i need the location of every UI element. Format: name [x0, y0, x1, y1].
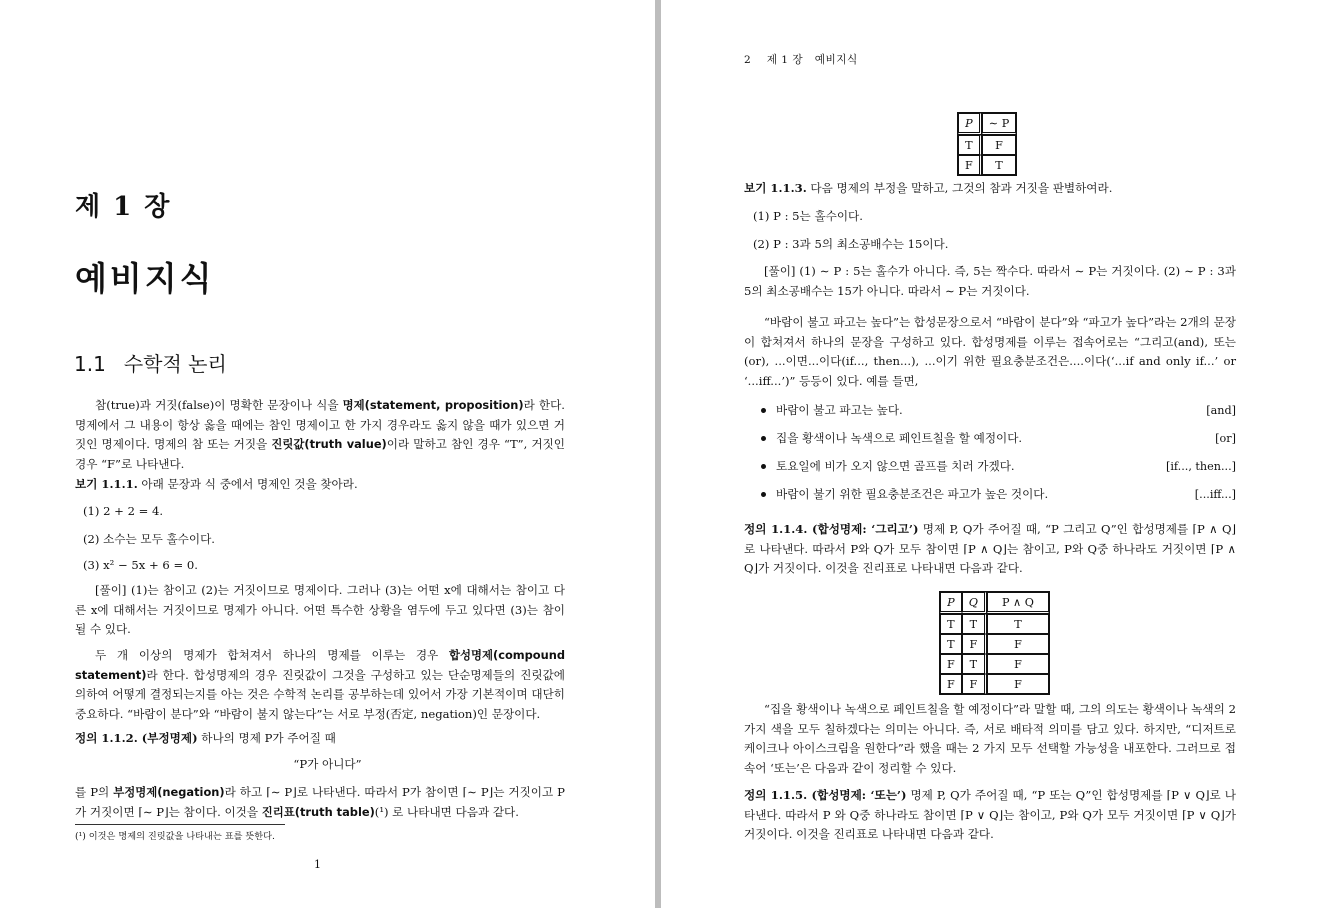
page-1 [0, 0, 655, 908]
page-2 [661, 0, 1321, 908]
chapter-title: 예비지식 [75, 259, 215, 298]
example-label: 보기 1.1.3. [744, 181, 807, 195]
text: 참(true)과 거짓(false)이 명확한 문장이나 식을 [95, 398, 343, 412]
footnote: (¹) 이것은 명제의 진릿값을 나타내는 표를 뜻한다. [75, 831, 275, 842]
table-header-cell: P [958, 113, 982, 135]
bullet-icon [761, 408, 766, 413]
term-truth-table: 진리표(truth table) [261, 804, 375, 819]
list-item: (2) 소수는 모두 홀수이다. [83, 532, 215, 546]
term-proposition: 명제(statement, proposition) [342, 398, 524, 412]
definition-text: 명제 P, Q가 주어질 때, “P 그리고 Q”인 합성명제를 ⌈P ∧ Q⌋로 나타낸다. 따라서 P와 Q가 모두 참이면 ⌈P ∧ Q⌋는 참이고, P와 Q중 하나라도 거짓이면 ⌈P ∧ Q⌋가 거짓이다. 이것을 진리표로 나타내면 다음과 같다. [744, 522, 1236, 576]
table-cell: F [962, 674, 987, 694]
definition-1-1-2 [75, 729, 565, 749]
example-1-1-1 [75, 475, 565, 495]
page-number: 1 [314, 858, 321, 871]
section-title: 수학적 논리 [123, 352, 227, 376]
running-header: 2 제 1 장 예비지식 [744, 54, 858, 66]
table-header-cell: P [940, 592, 962, 614]
paragraph-proposition [75, 396, 565, 474]
table-cell: T [982, 155, 1016, 175]
negation-truth-table [957, 112, 1017, 176]
example-text: 아래 문장과 식 중에서 명제인 것을 찾아라. [137, 477, 358, 491]
text: 두 개 이상의 명제가 합쳐져서 하나의 명제를 이루는 경우 [95, 648, 449, 662]
definition-label: 정의 1.1.2. (부정명제) [75, 731, 198, 745]
example-text: 다음 명제의 부정을 말하고, 그것의 참과 거짓을 판별하여라. [806, 181, 1113, 195]
quote-not-p: “P가 아니다” [293, 757, 362, 771]
paragraph-or: “집을 황색이나 녹색으로 페인트칠을 할 예정이다”라 말할 때, 그의 의도는 황색이나 녹색의 2가지 색을 모두 칠하겠다는 의미는 아니다. 즉, 서로 배타적 의미를 담고 있다. 하지만, “디저트로 케이크나 아이스크림을 원한다”라 했을 때는 2 가지 모두 선택할 가능성을 내포한다. 그러므로 접속어 ‘또는’은 다음과 같이 정리할 수 있다. [744, 702, 1236, 775]
text: 를 P의 [75, 785, 114, 799]
table-header-cell: Q [962, 592, 987, 614]
example-label: 보기 1.1.1. [75, 477, 138, 491]
footnote-rule [75, 824, 285, 825]
term-truth-value: 진릿값(truth value) [271, 437, 387, 452]
bullet-icon [761, 492, 766, 497]
table-cell: T [987, 614, 1049, 634]
section-heading [74, 348, 227, 377]
bullet-tag: [...iff...] [1194, 487, 1236, 501]
definition-label: 정의 1.1.4. (합성명제: ‘그리고’) [744, 522, 919, 536]
bullet-tag: [if..., then...] [1165, 459, 1236, 473]
section-number: 1.1 [74, 352, 106, 376]
paragraph-compound [75, 646, 565, 724]
and-truth-table [939, 591, 1050, 695]
bullet-tag: [and] [1206, 403, 1236, 417]
text: 라 한다. 합성명제의 경우 진릿값이 그것을 구성하고 있는 단순명제들의 진릿값에 의하여 어떻게 결정되는지를 아는 것은 수학적 논리를 공부하는데 있어서 가장 기본적이며 대단히 중요하다. “바람이 분다”와 “바람이 불지 않는다”는 서로 부정(否定, negation)인 문장이다. [75, 667, 565, 721]
table-cell: F [962, 634, 987, 654]
bullet-text: 바람이 불고 파고는 높다. [776, 403, 903, 417]
chapter-number: 제 1 장 [75, 192, 172, 222]
definition-1-1-5 [744, 786, 1236, 845]
definition-text: 명제 P, Q가 주어질 때, “P 또는 Q”인 합성명제를 ⌈P ∨ Q⌋로 나타낸다. 따라서 P 와 Q중 하나라도 참이면 ⌈P ∨ Q⌋는 참이고, P와 Q가 모두 거짓이면 ⌈P ∨ Q⌋가 거짓이다. 이것을 진리표로 나타내면 다음과 같다. [744, 788, 1237, 842]
paragraph-connectives: “바람이 불고 파고는 높다”는 합성문장으로서 “바람이 분다”와 “파고가 높다”라는 2개의 문장이 합쳐져서 하나의 문장을 구성하고 있다. 합성명제를 이루는 접속어로는 “그리고(and), 또는(or), ...이면...이다(if..., then...), ...이기 위한 필요충분조건은....이다(‘...if and only if...’ or ‘...iff...’)” 등등이 있다. 예를 들면, [744, 315, 1236, 388]
list-item [761, 480, 1236, 508]
term-compound: 합성명제(compound statement) [75, 648, 565, 682]
list-item [761, 424, 1236, 452]
bullet-text: 바람이 불기 위한 필요충분조건은 파고가 높은 것이다. [776, 487, 1049, 501]
bullet-icon [761, 464, 766, 469]
table-cell: F [987, 634, 1049, 654]
table-header-cell: P ∧ Q [987, 592, 1049, 614]
table-cell: T [958, 135, 982, 155]
table-cell: F [958, 155, 982, 175]
text: (¹) 로 나타내면 다음과 같다. [374, 804, 519, 819]
table-header-cell: ∼ P [982, 113, 1016, 135]
table-cell: T [962, 654, 987, 674]
table-cell: T [962, 614, 987, 634]
text: 라 하고 ⌈∼ P⌋로 나타낸다. 따라서 P가 참이면 ⌈∼ P⌋는 거짓이고 P가 거짓이면 ⌈∼ P⌋는 참이다. 이것을 [75, 785, 565, 819]
list-item: (1) P : 5는 홀수이다. [753, 209, 863, 223]
example-1-1-3 [744, 179, 1236, 199]
table-cell: F [940, 674, 962, 694]
definition-text: 하나의 명제 P가 주어질 때 [197, 731, 336, 745]
table-cell: F [987, 654, 1049, 674]
text: 라 한다. 명제에서 그 내용이 항상 옳을 때에는 참인 명제이고 한 가지 경우라도 옳지 않을 때가 있으면 거짓인 명제이다. 명제의 참 또는 거짓을 [75, 398, 565, 452]
term-negation: 부정명제(negation) [113, 785, 225, 799]
bullet-tag: [or] [1215, 431, 1236, 445]
table-cell: F [987, 674, 1049, 694]
definition-1-1-4 [744, 520, 1236, 579]
table-cell: F [940, 654, 962, 674]
list-item: (1) 2 + 2 = 4. [83, 504, 164, 518]
definition-1-1-2-body [75, 783, 565, 822]
table-cell: F [982, 135, 1016, 155]
bullet-text: 집을 황색이나 녹색으로 페인트칠을 할 예정이다. [776, 431, 1023, 445]
example-bullet-list [761, 396, 1236, 508]
solution-1: [풀이] (1)는 참이고 (2)는 거짓이므로 명제이다. 그러나 (3)는 어떤 x에 대해서는 참이고 다른 x에 대해서는 거짓이므로 명제가 아니다. 어떤 특수한 상황을 염두에 두고 있다면 (3)는 참이 될 수 있다. [75, 583, 565, 637]
list-item [761, 396, 1236, 424]
text: 이라 말하고 참인 경우 “T”, 거짓인 경우 “F”로 나타낸다. [75, 437, 565, 471]
list-item [761, 452, 1236, 480]
bullet-icon [761, 436, 766, 441]
list-item: (3) x² − 5x + 6 = 0. [83, 558, 198, 572]
list-item: (2) P : 3과 5의 최소공배수는 15이다. [753, 237, 949, 251]
bullet-text: 토요일에 비가 오지 않으면 골프를 치러 가겠다. [776, 459, 1015, 473]
table-cell: T [940, 614, 962, 634]
table-cell: T [940, 634, 962, 654]
solution-2: [풀이] (1) ∼ P : 5는 홀수가 아니다. 즉, 5는 짝수다. 따라서 ∼ P는 거짓이다. (2) ∼ P : 3과 5의 최소공배수는 15가 아니다. 따라서 ∼ P는 거짓이다. [744, 264, 1236, 298]
definition-label: 정의 1.1.5. (합성명제: ‘또는’) [744, 788, 907, 802]
